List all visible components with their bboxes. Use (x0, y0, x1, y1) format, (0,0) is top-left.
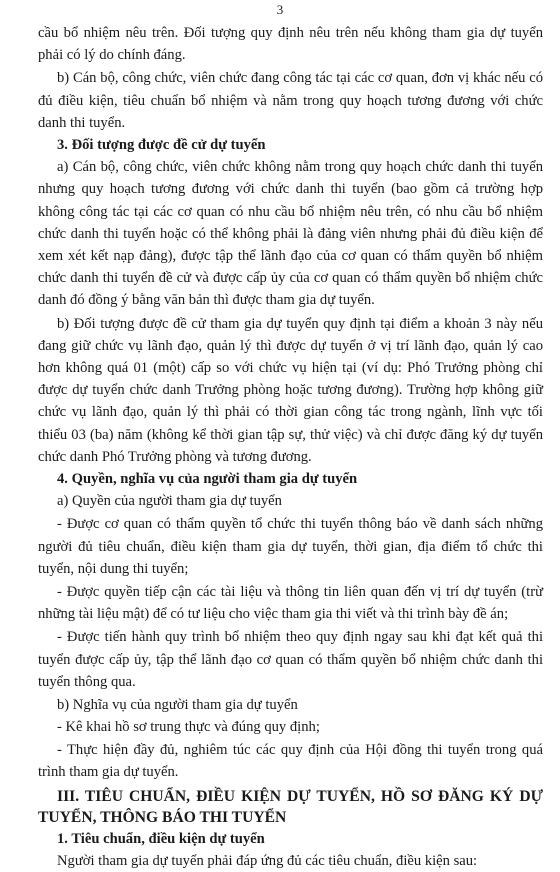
paragraph: cầu bổ nhiệm nêu trên. Đối tượng quy định nêu trên nếu không tham gia dự tuyển phải có lý do chính đáng. (38, 25, 543, 64)
paragraph: b) Nghĩa vụ của người tham gia dự tuyển (57, 697, 298, 714)
paragraph: b) Cán bộ, công chức, viên chức đang công tác tại các cơ quan, đơn vị khác nếu có đủ điều kiện, tiêu chuẩn bổ nhiệm và nằm trong quy hoạch tương đương với chức danh thi tuyển. (38, 70, 543, 131)
section-heading-3: 3. Đối tượng được đề cử dự tuyển (57, 137, 266, 154)
list-item: - Thực hiện đầy đủ, nghiêm túc các quy định của Hội đồng thi tuyển trong quá trình tham gia dự tuyển. (38, 741, 543, 780)
list-item: - Được cơ quan có thẩm quyền tổ chức thi tuyển thông báo về danh sách những người đủ tiêu chuẩn, điều kiện tham gia dự tuyển, thời gian, địa điểm tổ chức thi tuyển, nội dung thi tuyển; (38, 516, 543, 577)
section-heading-4: 4. Quyền, nghĩa vụ của người tham gia dự tuyển (57, 471, 358, 488)
paragraph: Người tham gia dự tuyển phải đáp ứng đủ các tiêu chuẩn, điều kiện sau: (57, 853, 478, 870)
paragraph: a) Quyền của người tham gia dự tuyển (57, 493, 282, 510)
list-item: - Được tiến hành quy trình bổ nhiệm theo quy định ngay sau khi đạt kết quả thi tuyển được cấp ủy, tập thể lãnh đạo cơ quan có thẩm quyền bổ nhiệm chức danh thi tuyển thông qua. (38, 629, 543, 690)
section-heading-III: III. TIÊU CHUẨN, ĐIỀU KIỆN DỰ TUYỂN, HỒ SƠ ĐĂNG KÝ DỰ TUYỂN, THÔNG BÁO THI TUYỂN (38, 787, 543, 826)
document-body (38, 22, 543, 872)
paragraph: b) Đối tượng được đề cử tham gia dự tuyển quy định tại điểm a khoản 3 này nếu đang giữ chức vụ lãnh đạo, quản lý thì được dự tuyển ở vị trí lãnh đạo, quản lý cao hơn không quá 01 (một) cấp so với chức vụ hiện tại (ví dụ: Phó Trưởng phòng chỉ được dự tuyển chức danh Trưởng phòng hoặc tương đương). Trường hợp không giữ chức vụ lãnh đạo, quản lý thì phải có thời gian công tác trong ngành, lĩnh vực tối thiểu 03 (ba) năm (không kể thời gian tập sự, thử việc) và chỉ được đăng ký dự tuyển chức danh Phó Trưởng phòng và tương đương. (38, 315, 543, 465)
paragraph: a) Cán bộ, công chức, viên chức không nằm trong quy hoạch chức danh thi tuyển nhưng quy hoạch tương đương với chức danh thi tuyển (bao gồm cả trường hợp không công tác tại các cơ quan có nhu cầu bổ nhiệm nêu trên, có nhu cầu bổ nhiệm chức danh thi tuyển hoặc có thể không phải là đảng viên nhưng phải đủ điều kiện để xem xét kết nạp đảng), được tập thể lãnh đạo của cơ quan có thẩm quyền bổ nhiệm chức danh thi tuyển đề cử và được cấp ủy của cơ quan có thẩm quyền bổ nhiệm chức danh đó đồng ý bằng văn bản thì được tham gia dự tuyển. (38, 159, 543, 309)
page-number: 3 (276, 2, 284, 17)
section-heading-1: 1. Tiêu chuẩn, điều kiện dự tuyển (57, 830, 265, 847)
list-item: - Kê khai hồ sơ trung thực và đúng quy định; (57, 719, 320, 736)
list-item: - Được quyền tiếp cận các tài liệu và thông tin liên quan đến vị trí dự tuyển (trừ những tài liệu mật) để có tư liệu cho việc tham gia thi viết và thi trình bày đề án; (38, 584, 543, 623)
